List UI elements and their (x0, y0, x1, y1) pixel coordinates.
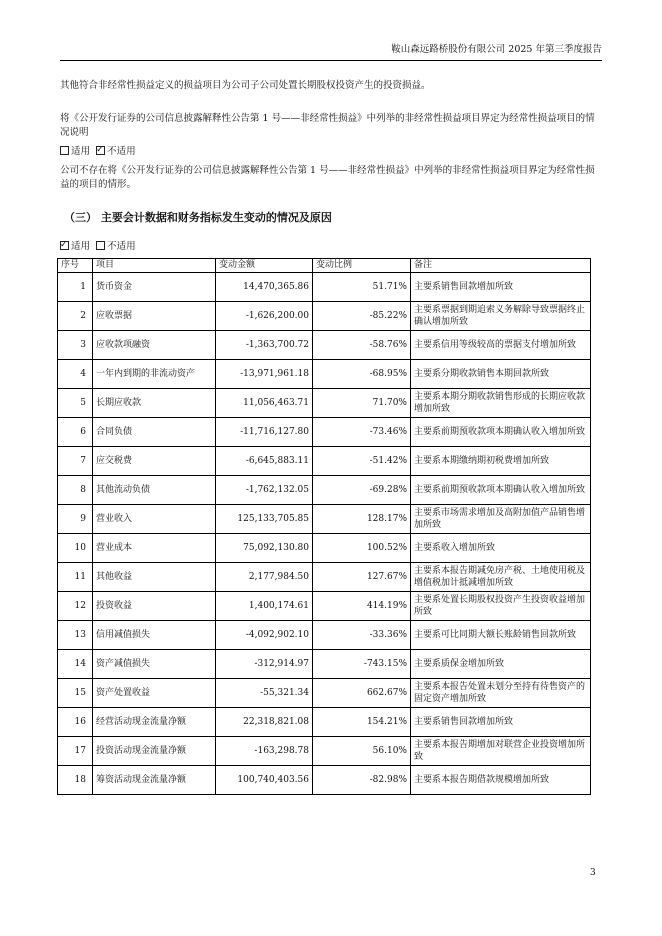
page-header (60, 40, 602, 61)
row-ratio: -743.15% (313, 650, 411, 679)
row-no: 2 (58, 302, 93, 331)
row-no: 5 (58, 389, 93, 418)
row-no: 10 (58, 534, 93, 563)
header-ratio: 变动比例 (313, 259, 411, 273)
row-note: 主要系前期预收款项本期确认收入增加所致 (411, 476, 591, 505)
table-row (58, 708, 591, 737)
row-no: 14 (58, 650, 93, 679)
row-no: 6 (58, 418, 93, 447)
table-row (58, 331, 591, 360)
table-row (58, 389, 591, 418)
row-amount: 1,400,174.61 (216, 592, 313, 621)
table-row (58, 360, 591, 389)
row-item: 投资收益 (93, 592, 216, 621)
row-item: 其他收益 (93, 563, 216, 592)
not-applicable-label: 不适用 (107, 146, 136, 157)
row-ratio: -69.28% (313, 476, 411, 505)
table-row (58, 534, 591, 563)
row-item: 筹资活动现金流量净额 (93, 766, 216, 795)
row-ratio: -51.42% (313, 447, 411, 476)
table-row (58, 418, 591, 447)
row-item: 应交税费 (93, 447, 216, 476)
table-row (58, 447, 591, 476)
row-ratio: 414.19% (313, 592, 411, 621)
header-item: 项目 (93, 259, 216, 273)
row-note: 主要系质保金增加所致 (411, 650, 591, 679)
row-item: 经营活动现金流量净额 (93, 708, 216, 737)
row-no: 8 (58, 476, 93, 505)
table-row (58, 679, 591, 708)
row-ratio: 56.10% (313, 737, 411, 766)
header-amount: 变动金额 (216, 259, 313, 273)
row-amount: 125,133,705.85 (216, 505, 313, 534)
checkbox-checked-icon[interactable] (60, 241, 69, 250)
row-amount: 22,318,821.08 (216, 708, 313, 737)
checkbox-unchecked-icon[interactable] (60, 146, 69, 155)
table-header-row (58, 259, 591, 273)
row-note: 主要系本报告期借款规模增加所致 (411, 766, 591, 795)
checkbox-unchecked-icon[interactable] (96, 241, 105, 250)
row-item: 其他流动负债 (93, 476, 216, 505)
paragraph-other-items: 其他符合非经常性损益定义的损益项目为公司子公司处置长期股权投资产生的投资损益。 (60, 80, 431, 91)
row-note: 主要系信用等级较高的票据支付增加所致 (411, 331, 591, 360)
row-no: 13 (58, 621, 93, 650)
row-note: 主要系前期预收款项本期确认收入增加所致 (411, 418, 591, 447)
row-item: 应收款项融资 (93, 331, 216, 360)
row-note: 主要系本报告期增加对联营企业投资增加所致 (411, 737, 591, 766)
row-note: 主要系本期缴纳期初税费增加所致 (411, 447, 591, 476)
row-ratio: -82.98% (313, 766, 411, 795)
row-note: 主要系市场需求增加及高附加值产品销售增加所致 (411, 505, 591, 534)
row-no: 12 (58, 592, 93, 621)
row-ratio: 100.52% (313, 534, 411, 563)
row-note: 主要系收入增加所致 (411, 534, 591, 563)
changes-table (57, 258, 591, 795)
row-amount: -55,321.34 (216, 679, 313, 708)
row-item: 资产处置收益 (93, 679, 216, 708)
row-amount: -1,363,700.72 (216, 331, 313, 360)
row-ratio: -73.46% (313, 418, 411, 447)
table-row (58, 505, 591, 534)
header-note: 备注 (411, 259, 591, 273)
row-note: 主要系处置长期股权投资产生投资收益增加所致 (411, 592, 591, 621)
row-note: 主要系票据到期追索义务解除导致票据终止确认增加所致 (411, 302, 591, 331)
row-ratio: 128.17% (313, 505, 411, 534)
page-number: 3 (590, 868, 596, 878)
row-note: 主要系可比同期大额长账龄销售回款所致 (411, 621, 591, 650)
paragraph-reclassification-title: 将《公开发行证券的公司信息披露解释性公告第 1 号——非经常性损益》中列举的非经常性损益项目界定为经常性损益项目的情况说明 (60, 113, 595, 138)
row-item: 信用减值损失 (93, 621, 216, 650)
row-ratio: 662.67% (313, 679, 411, 708)
paragraph-reclassification-note: 公司不存在将《公开发行证券的公司信息披露解释性公告第 1 号——非经常性损益》中列举的非经常性损益项目界定为经常性损益的项目的情形。 (60, 165, 595, 190)
row-no: 9 (58, 505, 93, 534)
header-title: 鞍山森远路桥股份有限公司 2025 年第三季度报告 (391, 44, 602, 55)
row-no: 17 (58, 737, 93, 766)
applicable-label: 适用 (71, 241, 91, 252)
row-no: 18 (58, 766, 93, 795)
row-amount: -6,645,883.11 (216, 447, 313, 476)
row-amount: -312,914.97 (216, 650, 313, 679)
not-applicable-label: 不适用 (107, 241, 136, 252)
applicability-checkboxes-2 (60, 240, 136, 254)
row-item: 营业收入 (93, 505, 216, 534)
row-amount: 75,092,130.80 (216, 534, 313, 563)
applicable-label: 适用 (71, 146, 91, 157)
table-row (58, 650, 591, 679)
row-amount: 14,470,365.86 (216, 273, 313, 302)
table-row (58, 476, 591, 505)
row-ratio: 154.21% (313, 708, 411, 737)
row-item: 营业成本 (93, 534, 216, 563)
table-row (58, 766, 591, 795)
row-note: 主要系销售回款增加所致 (411, 708, 591, 737)
table-row (58, 621, 591, 650)
table-row (58, 563, 591, 592)
row-no: 11 (58, 563, 93, 592)
row-amount: -1,626,200.00 (216, 302, 313, 331)
section-title: （三） 主要会计数据和财务指标发生变动的情况及原因 (64, 211, 332, 224)
row-item: 投资活动现金流量净额 (93, 737, 216, 766)
row-no: 1 (58, 273, 93, 302)
row-amount: -11,716,127.80 (216, 418, 313, 447)
row-note: 主要系本期分期收款销售形成的长期应收款增加所致 (411, 389, 591, 418)
row-item: 货币资金 (93, 273, 216, 302)
row-ratio: -58.76% (313, 331, 411, 360)
table-row (58, 592, 591, 621)
row-amount: -4,092,902.10 (216, 621, 313, 650)
checkbox-checked-icon[interactable] (96, 146, 105, 155)
row-item: 长期应收款 (93, 389, 216, 418)
row-amount: 2,177,984.50 (216, 563, 313, 592)
row-ratio: 51.71% (313, 273, 411, 302)
row-note: 主要系本报告处置未划分至持有待售资产的固定资产增加所致 (411, 679, 591, 708)
applicability-checkboxes-1 (60, 145, 136, 159)
row-item: 应收票据 (93, 302, 216, 331)
row-amount: -13,971,961.18 (216, 360, 313, 389)
row-ratio: 71.70% (313, 389, 411, 418)
row-amount: -1,762,132.05 (216, 476, 313, 505)
row-item: 合同负债 (93, 418, 216, 447)
row-ratio: -85.22% (313, 302, 411, 331)
row-no: 7 (58, 447, 93, 476)
row-no: 15 (58, 679, 93, 708)
row-amount: 11,056,463.71 (216, 389, 313, 418)
table-row (58, 273, 591, 302)
row-amount: 100,740,403.56 (216, 766, 313, 795)
row-amount: -163,298.78 (216, 737, 313, 766)
row-ratio: -33.36% (313, 621, 411, 650)
row-item: 一年内到期的非流动资产 (93, 360, 216, 389)
row-ratio: -68.95% (313, 360, 411, 389)
header-no: 序号 (58, 259, 93, 273)
row-no: 16 (58, 708, 93, 737)
row-no: 4 (58, 360, 93, 389)
row-item: 资产减值损失 (93, 650, 216, 679)
row-note: 主要系本报告期减免房产税、土地使用税及增值税加计抵减增加所致 (411, 563, 591, 592)
table-row (58, 737, 591, 766)
row-ratio: 127.67% (313, 563, 411, 592)
row-note: 主要系销售回款增加所致 (411, 273, 591, 302)
row-note: 主要系分期收款销售本期回款所致 (411, 360, 591, 389)
table-row (58, 302, 591, 331)
row-no: 3 (58, 331, 93, 360)
